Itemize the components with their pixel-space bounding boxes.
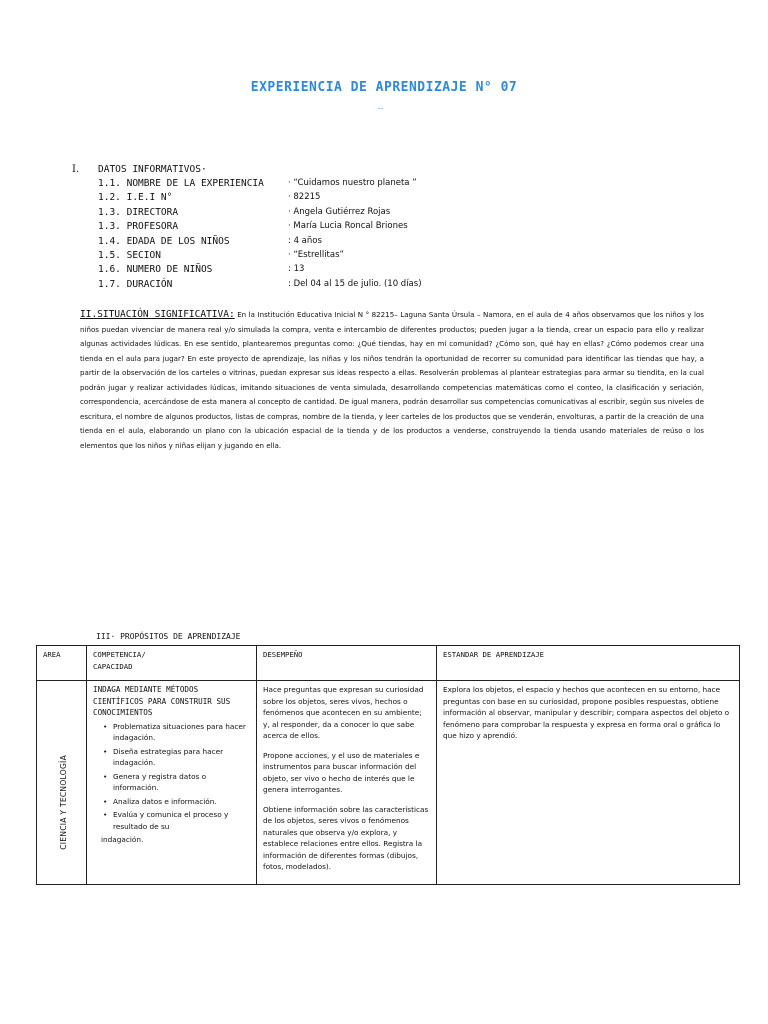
info-value: : 4 años — [288, 235, 322, 246]
situacion-title: II.SITUACIÓN SIGNIFICATIVA: — [80, 309, 235, 320]
info-label: 1.3. PROFESORA — [98, 221, 179, 233]
propositos-title: III· PROPÓSITOS DE APRENDIZAJE — [96, 632, 241, 641]
header-estandar: ESTANDAR DE APRENDIZAJE — [437, 646, 740, 681]
desempeno-paragraph: Hace preguntas que expresan su curiosidad sobre los objetos, seres vivos, hechos o fenómenos que acontecen en su ambiente; y, al responder, da a conocer lo que sabe acerca de ellos. — [263, 685, 424, 740]
info-row — [98, 192, 558, 206]
desempeno-paragraph: Propone acciones, y el uso de materiales e instrumentos para buscar información del objeto, ser vivo o hecho de interés que le genera interrogantes. — [263, 750, 420, 794]
capacidad-item: • Diseña estrategias para hacer indagación. — [103, 746, 250, 769]
info-label: 1.1. NOMBRE DE LA EXPERIENCIA — [98, 178, 264, 189]
info-row — [98, 236, 558, 250]
situacion-significativa — [80, 308, 704, 453]
info-label: 1.4. EDADA DE LOS NIÑOS — [98, 235, 230, 247]
title-underline-mark: ᵕᵕ — [378, 106, 383, 113]
info-label: 1.6. NUMERO DE NIÑOS — [98, 264, 213, 276]
propositos-table — [36, 645, 740, 885]
table-header-row — [37, 646, 740, 681]
header-desempeno: DESEMPEÑO — [257, 646, 437, 681]
header-competencia — [87, 646, 257, 681]
info-value: · Angela Gutiérrez Rojas — [288, 206, 391, 217]
area-cell — [37, 681, 87, 885]
info-row — [98, 264, 558, 278]
info-row — [98, 178, 558, 192]
estandar-cell: Explora los objetos, el espacio y hechos que acontecen en su entorno, hace preguntas con base en su curiosidad, propone posibles respuestas, obtiene información al observar, manipular y describir; compara aspectos del objeto o fenómeno para comprobar la respuesta y expresa en forma oral o gráfica lo que hizo y aprendió. — [437, 681, 740, 885]
info-value: · 82215 — [288, 192, 321, 203]
info-label: 1.7. DURACIÓN — [98, 278, 173, 290]
desempeno-cell — [257, 681, 437, 885]
capacidad-item: • Genera y registra datos o información. — [103, 771, 250, 794]
table-row — [37, 681, 740, 885]
info-value: · “Estrellitas” — [288, 250, 344, 260]
capacidad-item: • Analiza datos e información. — [103, 796, 250, 808]
info-row — [98, 279, 558, 293]
info-value: : Del 04 al 15 de julio. (10 días) — [288, 278, 422, 289]
info-label: 1.3. DIRECTORA — [98, 206, 179, 218]
info-value: · “Cuidamos nuestro planeta ” — [288, 178, 417, 188]
capacidad-item: • Problematiza situaciones para hacer indagación. — [103, 721, 250, 744]
competencia-cell — [87, 681, 257, 885]
competencia-title: INDAGA MEDIANTE MÉTODOS CIENTÍFICOS PARA CONSTRUIR SUS CONOCIMIENTOS — [93, 685, 231, 717]
header-competencia-line1: COMPETENCIA/ — [93, 650, 146, 659]
info-value: · María Lucia Roncal Briones — [288, 221, 408, 232]
capacidad-item: • Evalúa y comunica el proceso y resultado de su — [103, 809, 250, 832]
info-label: 1.2. I.E.I N° — [98, 192, 173, 204]
area-label: CIENCIA Y TECNOLOGÍA — [59, 755, 68, 850]
situacion-text: En la Institución Educativa Inicial N ° 82215– Laguna Santa Úrsula – Namora, en el aula de 4 años observamos que los niños y los niños puedan vivenciar de manera real y/o simulada la compra, venta e intercambio de diferentes productos; pueden jugar a la tienda, crear un espacio para ello y realizar algunas actividades lúdicas. En ese sentido, plantearemos preguntas como: ¿Qué tiendas, hay en mi comunidad? ¿Cómo son, qué hay en ellas? ¿Cómo podemos crear una tienda en el aula para jugar? En este proyecto de aprendizaje, las niñas y los niños tendrán la oportunidad de recorrer su comunidad para identificar las tiendas que hay, a partir de la observación de los carteles o vitrinas, puedan expresar sus ideas respecto a ellas. Resolverán problemas al plantear estrategias para armar su tiendita, en la cual podrán jugar y realizar actividades lúdicas, imitando situaciones de venta simulada, desarrollando competencias matemáticas como el conteo, la clasificación y seriación, correspondencia, acercándose de esta manera al concepto de cantidad. De igual manera, podrán desarrollar sus competencias comunicativas al escribir, según sus niveles de escritura, el nombre de algunos productos, listas de compras, nombre de la tienda, y leer carteles de los productos que se venderán, envolturas, a partir de la creación de una tienda en el aula, elaborando un plano con la ubicación espacial de la tienda y de los productos a venderse, construyendo la tienda usando materiales de reúso o los elementos que los niños y niñas elijan y jugando en ella. — [80, 310, 704, 450]
header-area: AREA — [37, 646, 87, 681]
section-1-number: I. — [72, 164, 80, 175]
info-label: 1.5. SECION — [98, 250, 161, 261]
capacidades-list — [93, 721, 250, 833]
info-value: : 13 — [288, 264, 305, 275]
document-title: EXPERIENCIA DE APRENDIZAJE N° 07 — [250, 80, 518, 95]
header-competencia-line2: CAPACIDAD — [93, 661, 133, 671]
section-1-heading: DATOS INFORMATIVOS· — [98, 164, 207, 175]
info-row — [98, 207, 558, 221]
desempeno-paragraph: Obtiene información sobre las características de los objetos, seres vivos o fenómenos naturales que observa y/o explora, y establece relaciones entre ellos. Registra la información de diferentes formas (dibujos, fotos, modelados). — [263, 804, 429, 871]
info-row — [98, 250, 558, 264]
info-row — [98, 221, 558, 235]
capacidad-tail: indagación. — [101, 835, 144, 844]
